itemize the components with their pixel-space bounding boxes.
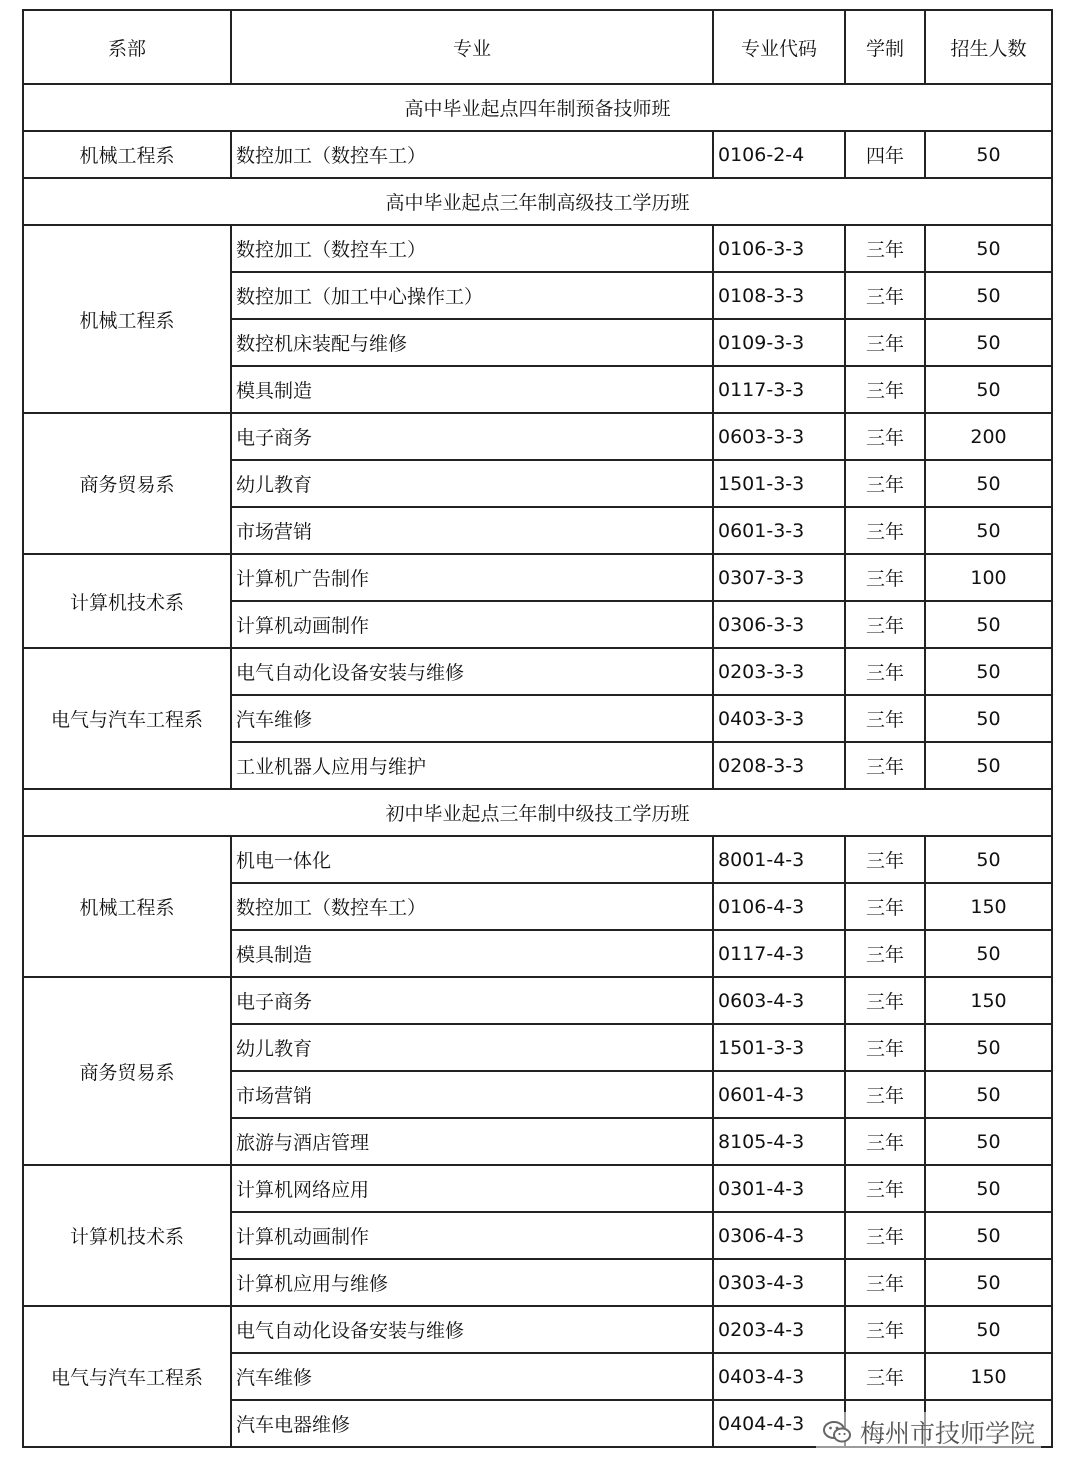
department-cell: 电气与汽车工程系 (23, 648, 231, 789)
major-cell: 幼儿教育 (231, 460, 713, 507)
major-code-cell: 1501-3-3 (713, 1024, 845, 1071)
major-code-cell: 1501-3-3 (713, 460, 845, 507)
major-cell: 电子商务 (231, 413, 713, 460)
table-body (23, 84, 1052, 1447)
major-code-cell: 0603-3-3 (713, 413, 845, 460)
major-code-cell: 0403-4-3 (713, 1353, 845, 1400)
enrollment-count-cell: 50 (925, 460, 1052, 507)
duration-cell: 三年 (845, 554, 925, 601)
enrollment-count-cell: 50 (925, 1306, 1052, 1353)
enrollment-count-cell: 50 (925, 742, 1052, 789)
major-code-cell: 0603-4-3 (713, 977, 845, 1024)
enrollment-count-cell: 50 (925, 836, 1052, 883)
duration-cell: 三年 (845, 1118, 925, 1165)
section-title: 高中毕业起点四年制预备技师班 (23, 84, 1052, 131)
section-header-row (23, 84, 1052, 131)
section-header-row (23, 178, 1052, 225)
enrollment-count-cell: 50 (925, 225, 1052, 272)
major-cell: 数控加工（数控车工） (231, 131, 713, 178)
major-cell: 数控加工（数控车工） (231, 225, 713, 272)
major-code-cell: 8105-4-3 (713, 1118, 845, 1165)
major-code-cell: 0106-2-4 (713, 131, 845, 178)
major-code-cell: 0303-4-3 (713, 1259, 845, 1306)
enrollment-count-cell: 50 (925, 1212, 1052, 1259)
enrollment-count-cell: 50 (925, 366, 1052, 413)
major-code-cell: 0601-4-3 (713, 1071, 845, 1118)
enrollment-count-cell: 50 (925, 272, 1052, 319)
major-code-cell: 0306-4-3 (713, 1212, 845, 1259)
major-cell: 计算机网络应用 (231, 1165, 713, 1212)
enrollment-count-cell: 200 (925, 413, 1052, 460)
enrollment-count-cell: 50 (925, 695, 1052, 742)
header-major: 专业 (231, 10, 713, 84)
header-major-code: 专业代码 (713, 10, 845, 84)
major-cell: 电气自动化设备安装与维修 (231, 1306, 713, 1353)
major-code-cell: 0403-3-3 (713, 695, 845, 742)
table-row (23, 1165, 1052, 1212)
major-code-cell: 0109-3-3 (713, 319, 845, 366)
duration-cell: 三年 (845, 695, 925, 742)
major-code-cell: 8001-4-3 (713, 836, 845, 883)
major-cell: 数控加工（数控车工） (231, 883, 713, 930)
major-cell: 工业机器人应用与维护 (231, 742, 713, 789)
enrollment-count-cell: 50 (925, 1165, 1052, 1212)
enrollment-count-cell: 150 (925, 883, 1052, 930)
table-row (23, 836, 1052, 883)
department-cell: 机械工程系 (23, 836, 231, 977)
major-code-cell: 0208-3-3 (713, 742, 845, 789)
major-cell: 电气自动化设备安装与维修 (231, 648, 713, 695)
table-row (23, 1306, 1052, 1353)
wechat-icon (822, 1419, 852, 1445)
duration-cell: 三年 (845, 1259, 925, 1306)
table-row (23, 413, 1052, 460)
major-cell: 模具制造 (231, 366, 713, 413)
header-department: 系部 (23, 10, 231, 84)
duration-cell: 三年 (845, 601, 925, 648)
major-code-cell: 0117-3-3 (713, 366, 845, 413)
major-cell: 汽车维修 (231, 695, 713, 742)
duration-cell: 三年 (845, 1024, 925, 1071)
duration-cell: 三年 (845, 883, 925, 930)
major-cell: 计算机广告制作 (231, 554, 713, 601)
major-code-cell: 0601-3-3 (713, 507, 845, 554)
enrollment-count-cell: 50 (925, 507, 1052, 554)
table-row (23, 225, 1052, 272)
department-cell: 计算机技术系 (23, 554, 231, 648)
header-row (23, 10, 1052, 84)
enrollment-count-cell: 50 (925, 131, 1052, 178)
duration-cell: 三年 (845, 319, 925, 366)
major-code-cell: 0106-4-3 (713, 883, 845, 930)
enrollment-count-cell: 50 (925, 601, 1052, 648)
major-cell: 市场营销 (231, 507, 713, 554)
duration-cell: 三年 (845, 742, 925, 789)
enrollment-count-cell: 150 (925, 1353, 1052, 1400)
duration-cell: 三年 (845, 272, 925, 319)
major-code-cell: 0203-3-3 (713, 648, 845, 695)
duration-cell: 三年 (845, 1212, 925, 1259)
duration-cell: 三年 (845, 648, 925, 695)
table-row (23, 977, 1052, 1024)
duration-cell: 三年 (845, 977, 925, 1024)
major-code-cell: 0404-4-3 (713, 1400, 845, 1447)
section-title: 高中毕业起点三年制高级技工学历班 (23, 178, 1052, 225)
duration-cell: 三年 (845, 1353, 925, 1400)
enrollment-count-cell: 50 (925, 319, 1052, 366)
major-code-cell: 0306-3-3 (713, 601, 845, 648)
enrollment-count-cell: 150 (925, 977, 1052, 1024)
enrollment-table (22, 9, 1053, 1448)
major-code-cell: 0106-3-3 (713, 225, 845, 272)
major-code-cell: 0301-4-3 (713, 1165, 845, 1212)
watermark (816, 1412, 1041, 1452)
major-cell: 模具制造 (231, 930, 713, 977)
major-cell: 汽车维修 (231, 1353, 713, 1400)
major-code-cell: 0307-3-3 (713, 554, 845, 601)
major-cell: 幼儿教育 (231, 1024, 713, 1071)
duration-cell: 三年 (845, 366, 925, 413)
department-cell: 机械工程系 (23, 131, 231, 178)
duration-cell: 四年 (845, 131, 925, 178)
enrollment-count-cell: 50 (925, 1024, 1052, 1071)
major-cell: 市场营销 (231, 1071, 713, 1118)
department-cell: 计算机技术系 (23, 1165, 231, 1306)
duration-cell: 三年 (845, 930, 925, 977)
duration-cell: 三年 (845, 225, 925, 272)
duration-cell: 三年 (845, 1165, 925, 1212)
major-cell: 计算机动画制作 (231, 601, 713, 648)
section-title: 初中毕业起点三年制中级技工学历班 (23, 789, 1052, 836)
major-code-cell: 0108-3-3 (713, 272, 845, 319)
header-duration: 学制 (845, 10, 925, 84)
table-row (23, 648, 1052, 695)
enrollment-count-cell: 50 (925, 1259, 1052, 1306)
table-row (23, 554, 1052, 601)
department-cell: 电气与汽车工程系 (23, 1306, 231, 1447)
table-row (23, 131, 1052, 178)
header-enrollment: 招生人数 (925, 10, 1052, 84)
duration-cell: 三年 (845, 413, 925, 460)
enrollment-count-cell: 50 (925, 648, 1052, 695)
duration-cell: 三年 (845, 1306, 925, 1353)
enrollment-count-cell: 100 (925, 554, 1052, 601)
watermark-text: 梅州市技师学院 (859, 1419, 1035, 1448)
duration-cell: 三年 (845, 1071, 925, 1118)
major-cell: 计算机动画制作 (231, 1212, 713, 1259)
department-cell: 商务贸易系 (23, 977, 231, 1165)
major-cell: 机电一体化 (231, 836, 713, 883)
duration-cell: 三年 (845, 460, 925, 507)
major-cell: 数控加工（加工中心操作工） (231, 272, 713, 319)
section-header-row (23, 789, 1052, 836)
enrollment-count-cell: 50 (925, 930, 1052, 977)
duration-cell: 三年 (845, 507, 925, 554)
major-cell: 电子商务 (231, 977, 713, 1024)
department-cell: 机械工程系 (23, 225, 231, 413)
major-code-cell: 0117-4-3 (713, 930, 845, 977)
major-cell: 旅游与酒店管理 (231, 1118, 713, 1165)
enrollment-count-cell: 50 (925, 1071, 1052, 1118)
major-code-cell: 0203-4-3 (713, 1306, 845, 1353)
duration-cell: 三年 (845, 836, 925, 883)
enrollment-count-cell: 50 (925, 1118, 1052, 1165)
major-cell: 数控机床装配与维修 (231, 319, 713, 366)
department-cell: 商务贸易系 (23, 413, 231, 554)
major-cell: 计算机应用与维修 (231, 1259, 713, 1306)
major-cell: 汽车电器维修 (231, 1400, 713, 1447)
